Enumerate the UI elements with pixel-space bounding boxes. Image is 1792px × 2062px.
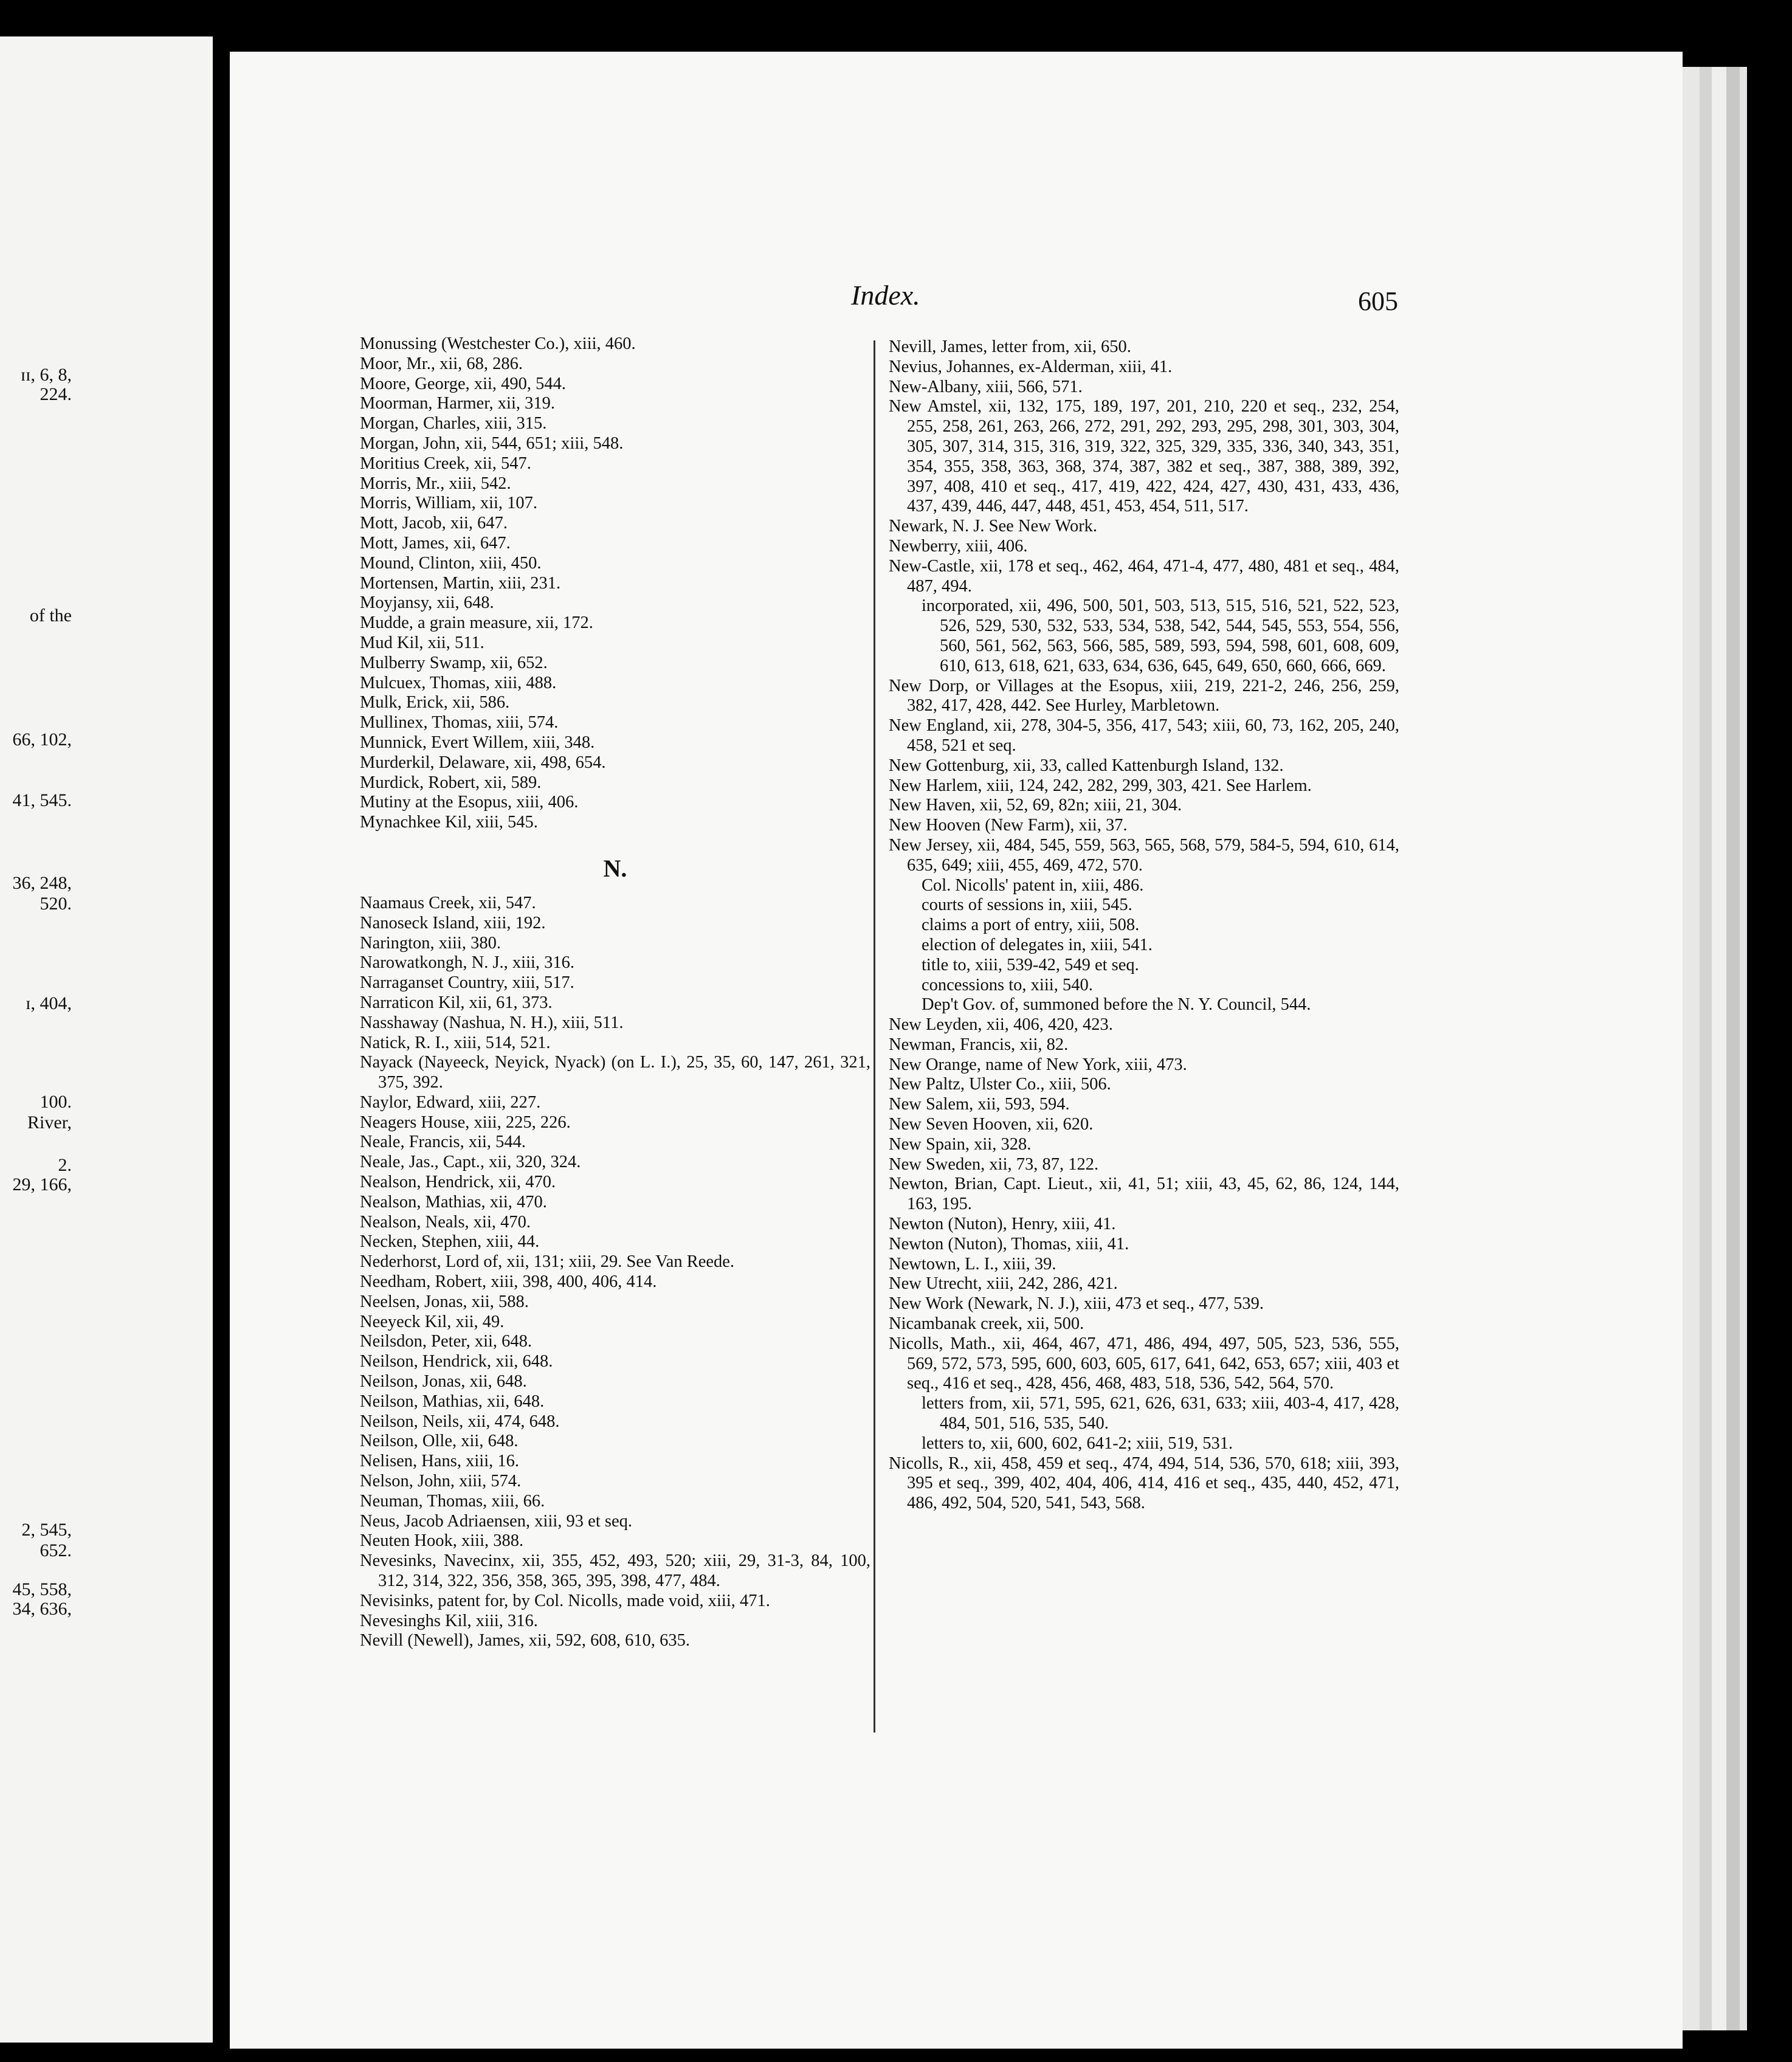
index-entry: Mound, Clinton, xiii, 450. (360, 553, 542, 573)
index-entry: Naylor, Edward, xiii, 227. (360, 1092, 541, 1112)
left-page-fragment: 41, 545. (12, 790, 72, 810)
index-entry: Necken, Stephen, xiii, 44. (360, 1232, 540, 1252)
index-subentry: letters to, xii, 600, 602, 641-2; xiii, 519, 531. (922, 1433, 1233, 1453)
index-entry: New Amstel, xii, 132, 175, 189, 197, 201, 210, 220 et seq., 232, 254, 255, 258, 261, 263, 266, 272, 291, 292, 293, 295, 298, 301, 303, 304, 305, 307, 314, 315, 316, 319, 322, 325, 329, 335, 336, 340, 343, 351, 354, 355, 358, 363, 368, 374, 387, 382 et seq., 387, 388, 389, 392, 397, 408, 410 et seq., 417, 419, 422, 424, 427, 430, 431, 433, 436, 437, 439, 446, 447, 448, 451, 453, 454, 511, 517. (889, 397, 1399, 516)
index-entry: Neilson, Hendrick, xii, 648. (360, 1352, 553, 1371)
index-entry: Mortensen, Martin, xiii, 231. (360, 573, 561, 593)
book-gutter (213, 0, 230, 2062)
left-page-fragment: 100. (40, 1092, 72, 1112)
index-entry: Mulcuex, Thomas, xiii, 488. (360, 673, 557, 692)
index-entry: Moorman, Harmer, xii, 319. (360, 394, 556, 413)
index-entry: Nealson, Mathias, xii, 470. (360, 1192, 547, 1212)
index-entry: Nicolls, Math., xii, 464, 467, 471, 486, 494, 497, 505, 523, 536, 555, 569, 572, 573, 595, 600, 603, 605, 617, 641, 642, 653, 657; xiii, 403 et seq., 416 et seq., 428, 456, 468, 483, 518, 536, 542, 564, 570. (889, 1334, 1399, 1393)
page-number: 605 (1358, 286, 1398, 316)
left-page-fragment: ɪɪ, 6, 8, (20, 365, 72, 385)
index-entry: New England, xii, 278, 304-5, 356, 417, 543; xiii, 60, 73, 162, 205, 240, 458, 521 et seq. (889, 716, 1399, 755)
index-column-right (889, 337, 1399, 1514)
left-page-fragment: 652. (40, 1540, 72, 1560)
index-entry: Narraganset Country, xiii, 517. (360, 973, 574, 993)
index-entry: Nelisen, Hans, xiii, 16. (360, 1452, 520, 1471)
index-entry: New Haven, xii, 52, 69, 82n; xiii, 21, 304. (889, 796, 1182, 815)
index-entry: Nevill, James, letter from, xii, 650. (889, 337, 1131, 356)
index-entry: Morris, Mr., xiii, 542. (360, 474, 511, 493)
left-page-fragment: 34, 636, (12, 1599, 72, 1619)
index-column-left (360, 334, 870, 1651)
index-entry: Mud Kil, xii, 511. (360, 633, 484, 652)
index-entry: New Utrecht, xiii, 242, 286, 421. (889, 1274, 1118, 1294)
index-entry: New-Albany, xiii, 566, 571. (889, 377, 1083, 396)
page-edge (1712, 67, 1726, 2030)
index-subentry: claims a port of entry, xiii, 508. (922, 915, 1140, 935)
index-entry: Neale, Jas., Capt., xii, 320, 324. (360, 1153, 581, 1172)
index-entry: Nevill (Newell), James, xii, 592, 608, 610, 635. (360, 1631, 691, 1650)
left-page-fragment: 520. (40, 894, 72, 914)
index-entry: Moritius Creek, xii, 547. (360, 453, 531, 473)
index-entry: Naamaus Creek, xii, 547. (360, 893, 536, 912)
index-entry: New Spain, xii, 328. (889, 1134, 1032, 1154)
index-entry: Nelson, John, xiii, 574. (360, 1472, 522, 1491)
index-entry: Neilson, Olle, xii, 648. (360, 1432, 519, 1451)
index-entry: New Hooven (New Farm), xii, 37. (889, 816, 1128, 835)
index-entry: Neale, Francis, xii, 544. (360, 1133, 526, 1152)
index-entry: Murderkil, Delaware, xii, 498, 654. (360, 753, 606, 772)
index-entry: Narowatkongh, N. J., xiii, 316. (360, 953, 575, 973)
index-entry: Monussing (Westchester Co.), xiii, 460. (360, 334, 636, 353)
index-entry: Neilson, Jonas, xii, 648. (360, 1372, 527, 1391)
index-entry: Mutiny at the Esopus, xiii, 406. (360, 793, 579, 812)
left-page-fragment: 2, 545, (21, 1520, 72, 1540)
index-entry: Newton (Nuton), Henry, xiii, 41. (889, 1215, 1116, 1234)
index-entry: Narraticon Kil, xii, 61, 373. (360, 993, 553, 1012)
index-entry: Munnick, Evert Willem, xiii, 348. (360, 733, 595, 752)
index-entry: New Seven Hooven, xii, 620. (889, 1115, 1094, 1134)
index-subentry: incorporated, xii, 496, 500, 501, 503, 513, 515, 516, 521, 522, 523, 526, 529, 530, 532, 533, 534, 538, 542, 544, 545, 553, 554, 556, 560, 561, 562, 563, 566, 585, 589, 593, 594, 598, 601, 608, 609, 610, 613, 618, 621, 633, 634, 636, 645, 649, 650, 660, 666, 669. (922, 596, 1399, 675)
index-entry: Nicolls, R., xii, 458, 459 et seq., 474, 494, 514, 536, 570, 618; xiii, 393, 395 et seq., 399, 402, 404, 406, 414, 416 et seq., 435, 440, 452, 471, 486, 492, 504, 520, 541, 543, 568. (889, 1453, 1399, 1513)
index-entry: Neagers House, xiii, 225, 226. (360, 1112, 571, 1132)
left-page-fragment: of the (29, 605, 72, 626)
index-entry: New Sweden, xii, 73, 87, 122. (889, 1154, 1099, 1174)
index-entry: Mott, Jacob, xii, 647. (360, 514, 508, 533)
index-entry: New Work (Newark, N. J.), xiii, 473 et seq., 477, 539. (889, 1294, 1264, 1314)
index-entry: New Salem, xii, 593, 594. (889, 1095, 1070, 1114)
index-entry: Newark, N. J. See New Work. (889, 517, 1098, 536)
index-entry: New Harlem, xiii, 124, 242, 282, 299, 303, 421. See Harlem. (889, 776, 1312, 795)
index-entry: New-Castle, xii, 178 et seq., 462, 464, 471-4, 477, 480, 481 et seq., 484, 487, 494. (889, 556, 1399, 596)
column-rule (874, 340, 875, 1733)
index-entry: New Paltz, Ulster Co., xiii, 506. (889, 1075, 1111, 1094)
index-entry: Murdick, Robert, xii, 589. (360, 773, 542, 792)
left-page-fragment: 29, 166, (12, 1174, 72, 1195)
index-entry: Moor, Mr., xii, 68, 286. (360, 354, 523, 373)
index-entry: Moyjansy, xii, 648. (360, 593, 494, 613)
running-head: Index. (851, 280, 920, 311)
left-page-fragment: 66, 102, (12, 729, 72, 750)
index-entry: Mulk, Erick, xii, 586. (360, 693, 510, 712)
index-subentry: letters from, xii, 571, 595, 621, 626, 631, 633; xiii, 403-4, 417, 428, 484, 501, 516, 535, 540. (922, 1394, 1399, 1433)
section-letter: N. (603, 854, 627, 882)
index-entry: Nicambanak creek, xii, 500. (889, 1314, 1084, 1334)
left-page-fragment: 2. (58, 1155, 72, 1175)
index-entry: Newton, Brian, Capt. Lieut., xii, 41, 51; xiii, 43, 45, 62, 86, 124, 144, 163, 195. (889, 1174, 1399, 1214)
index-entry: Morris, William, xii, 107. (360, 494, 538, 513)
left-page-fragment: 45, 558, (12, 1579, 72, 1599)
index-entry: Morgan, Charles, xiii, 315. (360, 414, 547, 433)
index-subentry: Dep't Gov. of, summoned before the N. Y. Council, 544. (922, 995, 1311, 1015)
index-entry: Neilson, Neils, xii, 474, 648. (360, 1412, 560, 1431)
index-subentry: election of delegates in, xiii, 541. (922, 935, 1153, 954)
index-entry: New Leyden, xii, 406, 420, 423. (889, 1015, 1113, 1035)
index-entry: Needham, Robert, xiii, 398, 400, 406, 414. (360, 1272, 657, 1292)
index-entry: Neus, Jacob Adriaensen, xiii, 93 et seq. (360, 1511, 632, 1531)
index-entry: Mott, James, xii, 647. (360, 533, 511, 553)
left-page-fragment: ɪ, 404, (26, 993, 72, 1013)
index-entry: New Dorp, or Villages at the Esopus, xiii, 219, 221-2, 246, 256, 259, 382, 417, 428, 442. See Hurley, Marbletown. (889, 676, 1399, 715)
index-entry: Newton (Nuton), Thomas, xiii, 41. (889, 1234, 1129, 1253)
index-entry: Mudde, a grain measure, xii, 172. (360, 613, 593, 633)
page-edge (1700, 67, 1712, 2030)
index-entry: Nevius, Johannes, ex-Alderman, xiii, 41. (889, 357, 1173, 376)
index-entry: Neilsdon, Peter, xii, 648. (360, 1332, 532, 1351)
index-entry: New Jersey, xii, 484, 545, 559, 563, 565, 568, 579, 584-5, 594, 610, 614, 635, 649; xiii, 455, 469, 472, 570. (889, 835, 1399, 875)
index-entry: Mullinex, Thomas, xiii, 574. (360, 713, 559, 733)
index-entry: Nanoseck Island, xiii, 192. (360, 913, 546, 933)
index-entry: Neuman, Thomas, xiii, 66. (360, 1491, 545, 1511)
left-page-fragment: 36, 248, (12, 873, 72, 893)
index-entry: Mynachkee Kil, xiii, 545. (360, 813, 538, 832)
index-entry: New Orange, name of New York, xiii, 473. (889, 1055, 1187, 1074)
index-entry: Morgan, John, xii, 544, 651; xiii, 548. (360, 433, 624, 453)
index-entry: Nayack (Nayeeck, Neyick, Nyack) (on L. I.), 25, 35, 60, 147, 261, 321, 375, 392. (360, 1053, 870, 1092)
page-edge (1683, 67, 1700, 2030)
index-entry: Nederhorst, Lord of, xii, 131; xiii, 29. See Van Reede. (360, 1252, 735, 1272)
index-entry: Newberry, xiii, 406. (889, 536, 1028, 556)
index-entry: Natick, R. I., xiii, 514, 521. (360, 1033, 551, 1052)
left-page-fragment: 224. (40, 384, 72, 404)
index-entry: Nealson, Hendrick, xii, 470. (360, 1173, 556, 1192)
index-entry: Neuten Hook, xiii, 388. (360, 1531, 524, 1551)
page-edge (1740, 67, 1747, 2030)
index-entry: Nevesinks, Navecinx, xii, 355, 452, 493, 520; xiii, 29, 31-3, 84, 100, 312, 314, 322, 356, 358, 365, 395, 398, 477, 484. (360, 1551, 870, 1591)
index-entry: Moore, George, xii, 490, 544. (360, 374, 567, 393)
index-entry: New Gottenburg, xii, 33, called Kattenburgh Island, 132. (889, 756, 1284, 775)
index-subentry: title to, xiii, 539-42, 549 et seq. (922, 955, 1139, 974)
index-entry: Neilson, Mathias, xii, 648. (360, 1391, 545, 1411)
index-entry: Neeyeck Kil, xii, 49. (360, 1312, 505, 1331)
index-entry: Neelsen, Jonas, xii, 588. (360, 1292, 529, 1311)
index-entry: Nealson, Neals, xii, 470. (360, 1212, 531, 1232)
facing-page-fragment (0, 36, 213, 2043)
page-edge (1726, 67, 1740, 2030)
index-subentry: Col. Nicolls' patent in, xiii, 486. (922, 875, 1144, 895)
index-subentry: courts of sessions in, xiii, 545. (922, 895, 1132, 915)
index-entry: Nasshaway (Nashua, N. H.), xiii, 511. (360, 1013, 624, 1032)
left-page-fragment: River, (27, 1112, 72, 1133)
index-entry: Nevisinks, patent for, by Col. Nicolls, made void, xiii, 471. (360, 1591, 770, 1610)
index-entry: Newtown, L. I., xiii, 39. (889, 1254, 1056, 1274)
index-subentry: concessions to, xiii, 540. (922, 975, 1093, 995)
index-entry: Newman, Francis, xii, 82. (889, 1035, 1069, 1054)
index-entry: Narington, xiii, 380. (360, 933, 501, 953)
index-entry: Mulberry Swamp, xii, 652. (360, 653, 548, 672)
index-entry: Nevesinghs Kil, xiii, 316. (360, 1611, 538, 1630)
